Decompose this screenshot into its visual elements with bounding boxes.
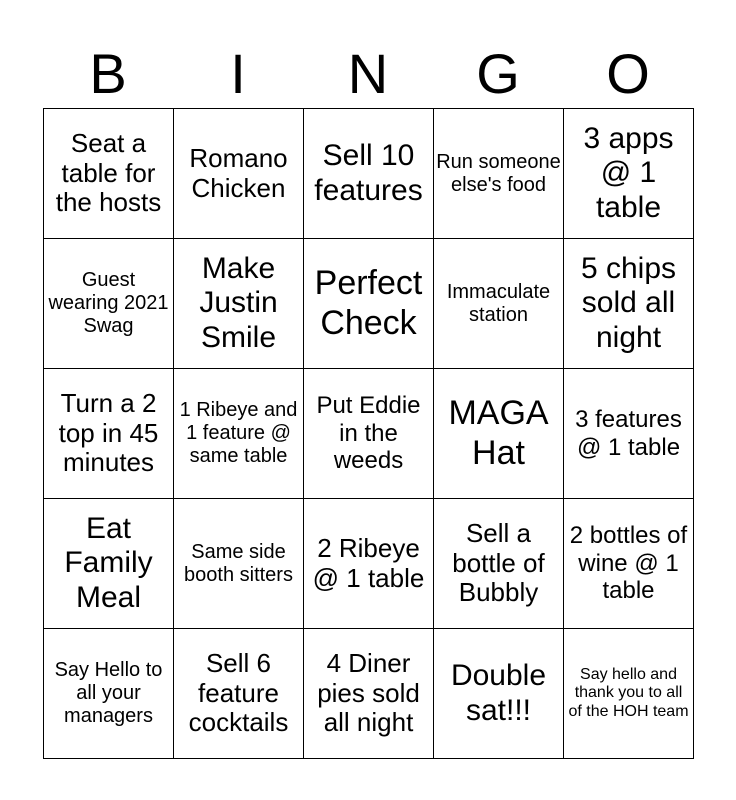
header-letter-n: N — [347, 42, 389, 105]
board-row-3 — [44, 369, 694, 499]
bingo-cell[interactable]: 2 bottles of wine @ 1 table — [564, 499, 694, 629]
bingo-cell[interactable]: 5 chips sold all night — [564, 239, 694, 369]
bingo-cell[interactable]: Make Justin Smile — [174, 239, 304, 369]
bingo-cell[interactable]: Seat a table for the hosts — [44, 109, 174, 239]
bingo-cell[interactable]: Sell 10 features — [304, 109, 434, 239]
bingo-cell[interactable]: 3 apps @ 1 table — [564, 109, 694, 239]
bingo-cell[interactable]: Sell 6 feature cocktails — [174, 629, 304, 759]
bingo-cell[interactable]: 1 Ribeye and 1 feature @ same table — [174, 369, 304, 499]
bingo-cell[interactable]: Guest wearing 2021 Swag — [44, 239, 174, 369]
board-row-4 — [44, 499, 694, 629]
bingo-cell[interactable]: Romano Chicken — [174, 109, 304, 239]
bingo-header — [43, 40, 693, 108]
header-letter-b: B — [89, 42, 127, 105]
bingo-cell[interactable]: 2 Ribeye @ 1 table — [304, 499, 434, 629]
bingo-cell[interactable]: 3 features @ 1 table — [564, 369, 694, 499]
board-row-2 — [44, 239, 694, 369]
bingo-cell[interactable]: Same side booth sitters — [174, 499, 304, 629]
bingo-cell[interactable]: Immaculate station — [434, 239, 564, 369]
board-row-5 — [44, 629, 694, 759]
bingo-cell[interactable]: Say hello and thank you to all of the HOH team — [564, 629, 694, 759]
board-row-1 — [44, 109, 694, 239]
bingo-cell[interactable]: Eat Family Meal — [44, 499, 174, 629]
bingo-cell[interactable]: Perfect Check — [304, 239, 434, 369]
bingo-cell[interactable]: Run someone else's food — [434, 109, 564, 239]
bingo-cell[interactable]: MAGA Hat — [434, 369, 564, 499]
bingo-cell[interactable]: Say Hello to all your managers — [44, 629, 174, 759]
bingo-cell[interactable]: Sell a bottle of Bubbly — [434, 499, 564, 629]
header-letter-i: I — [230, 42, 246, 105]
bingo-cell[interactable]: Put Eddie in the weeds — [304, 369, 434, 499]
bingo-cell[interactable]: Turn a 2 top in 45 minutes — [44, 369, 174, 499]
bingo-board — [43, 108, 694, 759]
bingo-cell[interactable]: Double sat!!! — [434, 629, 564, 759]
header-letter-g: G — [476, 42, 520, 105]
bingo-cell[interactable]: 4 Diner pies sold all night — [304, 629, 434, 759]
header-letter-o: O — [606, 42, 650, 105]
